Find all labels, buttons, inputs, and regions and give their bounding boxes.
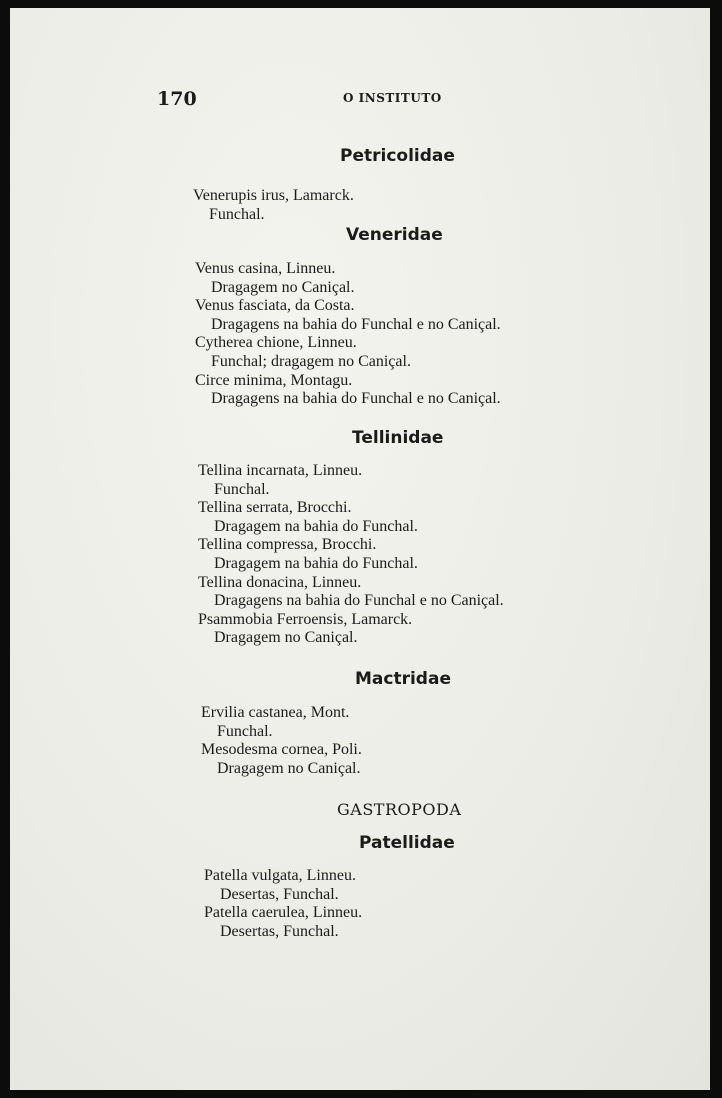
species-line: Psammobia Ferroensis, Lamarck. xyxy=(198,610,413,628)
locality-line: Dragagens na bahia do Funchal e no Caniçal. xyxy=(211,390,501,408)
locality-line: Dragagem no Caniçal. xyxy=(211,278,355,296)
entry-block xyxy=(204,867,362,941)
locality-line: Desertas, Funchal. xyxy=(220,922,339,940)
species-line: Patella caerulea, Linneu. xyxy=(204,904,363,922)
family-heading: Petricolidae xyxy=(340,146,455,166)
locality-line: Funchal; dragagem no Caniçal. xyxy=(211,352,411,370)
entry-block xyxy=(201,704,362,778)
locality-line: Desertas, Funchal. xyxy=(220,885,339,903)
running-title: O INSTITUTO xyxy=(343,91,442,105)
family-heading: Tellinidae xyxy=(352,428,444,448)
species-line: Venus casina, Linneu. xyxy=(195,260,336,277)
species-line: Tellina serrata, Brocchi. xyxy=(198,499,352,517)
locality-line: Dragagem na bahia do Funchal. xyxy=(214,517,418,535)
species-line: Tellina compressa, Brocchi. xyxy=(198,536,377,554)
locality-line: Dragagens na bahia do Funchal e no Caniçal. xyxy=(214,592,504,610)
book-page xyxy=(10,8,710,1090)
entry-block xyxy=(198,462,504,648)
species-line: Circe minima, Montagu. xyxy=(195,371,353,389)
species-line: Tellina incarnata, Linneu. xyxy=(198,462,363,479)
species-line: Venerupis irus, Lamarck. xyxy=(193,187,354,204)
species-line: Tellina donacina, Linneu. xyxy=(198,573,362,591)
locality-line: Dragagem no Caniçal. xyxy=(214,629,358,647)
class-heading: GASTROPODA xyxy=(337,800,462,819)
locality-line: Funchal. xyxy=(217,722,273,740)
locality-line: Dragagem no Caniçal. xyxy=(217,759,361,777)
species-line: Mesodesma cornea, Poli. xyxy=(201,741,362,759)
species-line: Ervilia castanea, Mont. xyxy=(201,704,350,721)
species-line: Patella vulgata, Linneu. xyxy=(204,867,356,884)
entry-block xyxy=(193,187,354,224)
family-heading: Mactridae xyxy=(355,669,451,689)
locality-line: Dragagens na bahia do Funchal e no Caniçal. xyxy=(211,315,501,333)
family-heading: Patellidae xyxy=(359,833,455,853)
species-line: Cytherea chione, Linneu. xyxy=(195,334,357,352)
family-heading: Veneridae xyxy=(346,225,443,245)
locality-line: Funchal. xyxy=(214,480,270,498)
page-number: 170 xyxy=(157,88,197,110)
locality-line: Funchal. xyxy=(209,205,265,223)
entry-block xyxy=(195,260,501,409)
species-line: Venus fasciata, da Costa. xyxy=(195,297,355,315)
locality-line: Dragagem na bahia do Funchal. xyxy=(214,554,418,572)
